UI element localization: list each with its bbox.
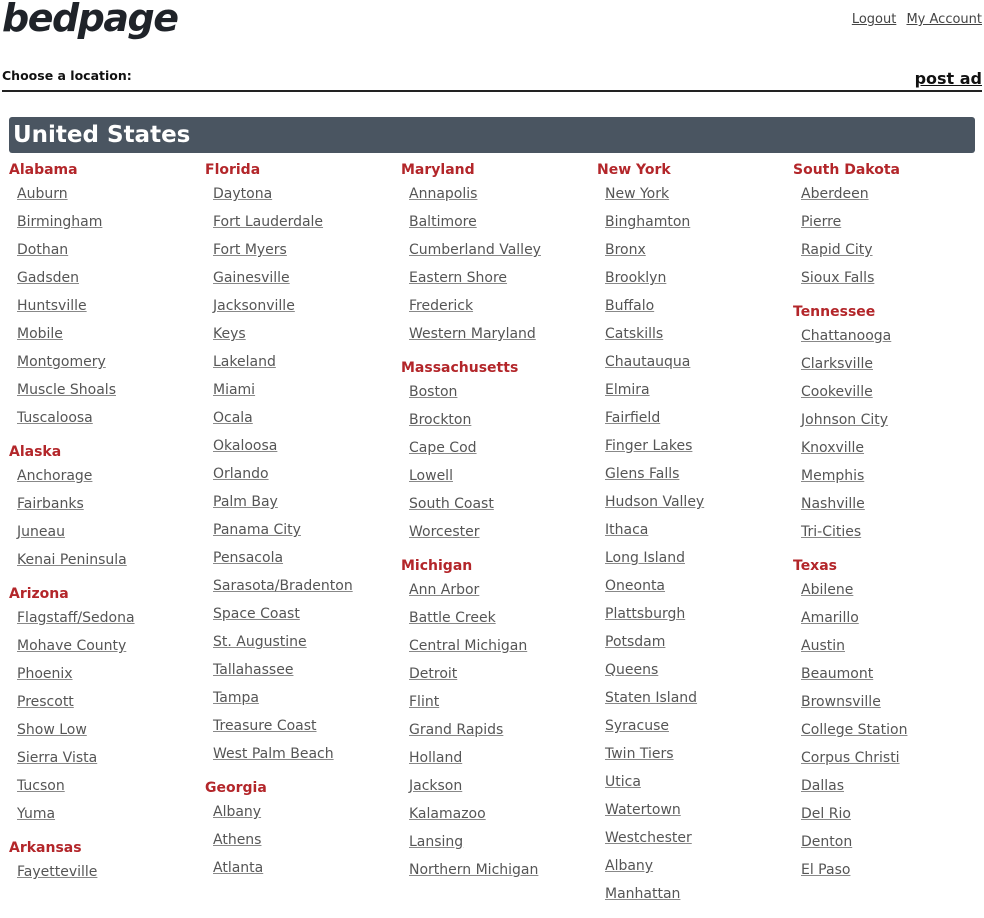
state-heading: South Dakota [793,162,900,178]
city-link[interactable]: Lakeland [213,354,276,370]
city-link[interactable]: Dothan [17,242,69,258]
city-link[interactable]: Panama City [213,522,301,538]
city-link[interactable]: Buffalo [605,298,655,314]
city-link[interactable]: Kalamazoo [409,806,486,822]
account-links [846,12,982,27]
state-group [401,358,597,546]
city-link[interactable]: Syracuse [605,718,669,734]
city-link[interactable]: Tallahassee [213,662,294,678]
city-link[interactable]: Fort Myers [213,242,287,258]
city-link[interactable]: Birmingham [17,214,103,230]
city-link[interactable]: Auburn [17,186,68,202]
city-link[interactable]: Tuscaloosa [17,410,93,426]
state-heading: Arkansas [9,840,82,856]
city-link[interactable]: Show Low [17,722,87,738]
state-group [401,556,597,884]
city-link[interactable]: Del Rio [801,806,851,822]
city-link[interactable]: Rapid City [801,242,873,258]
city-link[interactable]: Treasure Coast [213,718,317,734]
state-heading: Massachusetts [401,360,519,376]
city-link[interactable]: Sierra Vista [17,750,98,766]
city-link[interactable]: Brockton [409,412,472,428]
city-link[interactable]: Keys [213,326,246,342]
city-link[interactable]: Miami [213,382,256,398]
city-link[interactable]: Grand Rapids [409,722,504,738]
bedpage-logo[interactable]: bedpage [2,0,178,40]
state-heading: Michigan [401,558,473,574]
city-link[interactable]: Hudson Valley [605,494,705,510]
city-link[interactable]: Fayetteville [17,864,98,880]
city-link[interactable]: Albany [213,804,262,820]
city-link[interactable]: Northern Michigan [409,862,539,878]
city-link[interactable]: Ann Arbor [409,582,480,598]
city-link[interactable]: Watertown [605,802,681,818]
city-link[interactable]: Cape Cod [409,440,477,456]
city-link[interactable]: Ocala [213,410,253,426]
city-link[interactable]: Lansing [409,834,464,850]
state-group [9,442,205,574]
city-link[interactable]: Atlanta [213,860,264,876]
city-link[interactable]: St. Augustine [213,634,307,650]
city-link[interactable]: Mobile [17,326,63,342]
header-divider [2,90,982,92]
state-group [793,160,984,292]
city-link[interactable]: Westchester [605,830,692,846]
city-link[interactable]: Boston [409,384,458,400]
state-group [9,160,205,432]
country-header: United States [9,117,975,153]
city-link[interactable]: Eastern Shore [409,270,508,286]
city-link[interactable]: Staten Island [605,690,698,706]
city-link[interactable]: Detroit [409,666,458,682]
city-link[interactable]: Battle Creek [409,610,496,626]
location-column [9,160,205,918]
city-link[interactable]: Plattsburgh [605,606,686,622]
city-link[interactable]: Brownsville [801,694,881,710]
city-link[interactable]: Western Maryland [409,326,536,342]
city-link[interactable]: Huntsville [17,298,87,314]
city-link[interactable]: Yuma [17,806,56,822]
city-link[interactable]: Oneonta [605,578,666,594]
city-link[interactable]: Prescott [17,694,74,710]
city-link[interactable]: Austin [801,638,845,654]
city-link[interactable]: Long Island [605,550,685,566]
city-link[interactable]: Manhattan [605,886,681,902]
city-link[interactable]: Utica [605,774,641,790]
city-link[interactable]: Central Michigan [409,638,528,654]
location-column [205,160,401,918]
city-link[interactable]: New York [605,186,670,202]
city-link[interactable]: Memphis [801,468,865,484]
city-link[interactable]: Lowell [409,468,453,484]
city-link[interactable]: Corpus Christi [801,750,900,766]
city-link[interactable]: Fort Lauderdale [213,214,324,230]
city-link[interactable]: Jackson [409,778,463,794]
city-link[interactable]: Anchorage [17,468,93,484]
state-group [401,160,597,348]
city-link[interactable]: Flint [409,694,440,710]
city-link[interactable]: Palm Bay [213,494,278,510]
city-link[interactable]: Chautauqua [605,354,691,370]
state-group [205,160,401,768]
city-link[interactable]: Montgomery [17,354,106,370]
city-link[interactable]: Queens [605,662,659,678]
city-link[interactable]: Johnson City [801,412,889,428]
city-link[interactable]: Annapolis [409,186,478,202]
city-link[interactable]: Knoxville [801,440,865,456]
city-link[interactable]: Phoenix [17,666,73,682]
state-heading: Georgia [205,780,267,796]
city-link[interactable]: Ithaca [605,522,649,538]
city-link[interactable]: Brooklyn [605,270,667,286]
city-link[interactable]: Juneau [17,524,65,540]
city-link[interactable]: Tri-Cities [801,524,862,540]
state-heading: Texas [793,558,837,574]
city-link[interactable]: Space Coast [213,606,300,622]
my-account-link[interactable]: My Account [906,12,982,27]
city-link[interactable]: Cumberland Valley [409,242,541,258]
city-link[interactable]: Albany [605,858,654,874]
location-column [793,160,984,918]
city-link[interactable]: Sarasota/Bradenton [213,578,353,594]
city-link[interactable]: Nashville [801,496,865,512]
choose-location-label: Choose a location: [2,68,132,83]
city-link[interactable]: Abilene [801,582,854,598]
city-link[interactable]: Baltimore [409,214,477,230]
state-group [9,584,205,828]
city-link[interactable]: Frederick [409,298,474,314]
city-link[interactable]: Binghamton [605,214,691,230]
city-link[interactable]: Muscle Shoals [17,382,116,398]
city-link[interactable]: El Paso [801,862,851,878]
state-group [793,302,984,546]
city-link[interactable]: Tampa [213,690,259,706]
location-column [597,160,793,918]
city-link[interactable]: Athens [213,832,262,848]
city-link[interactable]: Pensacola [213,550,284,566]
state-heading: Arizona [9,586,69,602]
state-heading: New York [597,162,671,178]
city-link[interactable]: Sioux Falls [801,270,875,286]
city-link[interactable]: Bronx [605,242,646,258]
city-link[interactable]: West Palm Beach [213,746,334,762]
city-link[interactable]: Gainesville [213,270,290,286]
state-group [205,778,401,882]
state-group [793,556,984,884]
city-link[interactable]: Chattanooga [801,328,892,344]
city-link[interactable]: Amarillo [801,610,859,626]
city-link[interactable]: Finger Lakes [605,438,693,454]
city-link[interactable]: Kenai Peninsula [17,552,127,568]
city-link[interactable]: Dallas [801,778,845,794]
city-link[interactable]: College Station [801,722,908,738]
city-link[interactable]: Tucson [17,778,65,794]
state-heading: Maryland [401,162,475,178]
city-link[interactable]: Okaloosa [213,438,278,454]
city-link[interactable]: Jacksonville [213,298,295,314]
state-heading: Alabama [9,162,78,178]
city-link[interactable]: Twin Tiers [605,746,674,762]
city-link[interactable]: Clarksville [801,356,873,372]
state-group [597,160,793,908]
city-link[interactable]: Gadsden [17,270,79,286]
post-ad-link[interactable]: post ad [914,69,982,88]
city-link[interactable]: Mohave County [17,638,127,654]
city-link[interactable]: Denton [801,834,853,850]
city-link[interactable]: Daytona [213,186,273,202]
state-heading: Florida [205,162,261,178]
city-link[interactable]: Fairfield [605,410,661,426]
city-link[interactable]: Catskills [605,326,664,342]
state-heading: Tennessee [793,304,876,320]
city-link[interactable]: South Coast [409,496,494,512]
city-link[interactable]: Cookeville [801,384,873,400]
city-link[interactable]: Aberdeen [801,186,869,202]
city-link[interactable]: Potsdam [605,634,666,650]
city-link[interactable]: Worcester [409,524,480,540]
state-group [9,838,205,886]
city-link[interactable]: Glens Falls [605,466,680,482]
city-link[interactable]: Orlando [213,466,269,482]
state-heading: Alaska [9,444,62,460]
city-link[interactable]: Elmira [605,382,650,398]
city-link[interactable]: Fairbanks [17,496,84,512]
city-link[interactable]: Beaumont [801,666,874,682]
logout-link[interactable]: Logout [851,12,897,27]
location-column [401,160,597,918]
city-link[interactable]: Flagstaff/Sedona [17,610,135,626]
location-columns [9,160,984,918]
city-link[interactable]: Holland [409,750,463,766]
city-link[interactable]: Pierre [801,214,842,230]
